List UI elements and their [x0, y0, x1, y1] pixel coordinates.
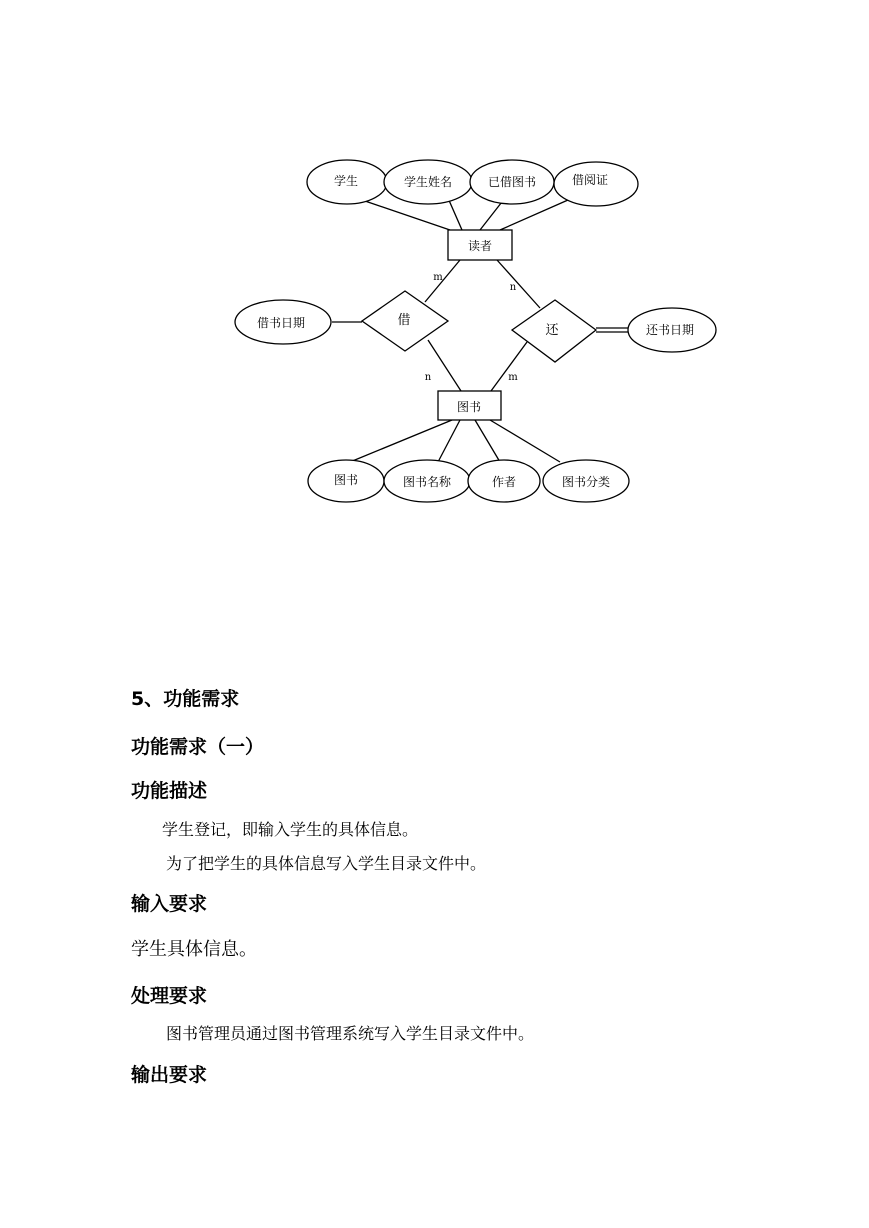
relationship-label-borrow: 借 [397, 313, 411, 328]
processing-requirements-text: 图书管理员通过图书管理系统写入学生目录文件中。 [166, 1024, 535, 1043]
connector-reader-attr-1 [362, 200, 450, 230]
attribute-label-library-card: 借阅证 [571, 173, 609, 187]
attribute-label-borrowed-books: 已借图书 [487, 175, 537, 189]
connector-book-attr-1 [350, 420, 452, 462]
entity-label-book: 图书 [456, 400, 482, 414]
subheading-requirement-1: 功能需求（一） [131, 736, 265, 758]
input-requirements-text: 学生具体信息。 [131, 939, 257, 960]
attribute-label-return-date: 还书日期 [645, 323, 695, 337]
cardinality-return-book: m [508, 372, 518, 383]
cardinality-borrow-book: n [424, 372, 432, 383]
relationship-label-return: 还 [545, 323, 559, 338]
subheading-processing-requirements: 处理要求 [131, 985, 208, 1007]
attribute-label-book: 图书 [333, 473, 359, 487]
connector-reader-attr-2 [448, 198, 462, 230]
attribute-label-book-name: 图书名称 [402, 475, 452, 489]
subheading-output-requirements: 输出要求 [131, 1064, 208, 1086]
er-diagram [0, 0, 869, 520]
attribute-label-book-category: 图书分类 [561, 475, 611, 489]
attribute-label-student: 学生 [333, 174, 359, 188]
connector-reader-return [497, 260, 540, 308]
cardinality-reader-borrow: m [433, 272, 443, 283]
subheading-function-description: 功能描述 [131, 780, 208, 802]
attribute-label-student-name: 学生姓名 [403, 175, 453, 189]
subheading-input-requirements: 输入要求 [131, 893, 208, 915]
connector-book-attr-4 [490, 420, 560, 462]
connector-book-attr-3 [475, 420, 500, 462]
attribute-label-author: 作者 [491, 475, 517, 489]
connector-return-book [491, 342, 527, 391]
cardinality-reader-return: n [509, 282, 517, 293]
connector-book-attr-2 [438, 420, 460, 462]
attribute-label-borrow-date: 借书日期 [256, 316, 306, 330]
connector-borrow-book [428, 340, 461, 391]
entity-label-reader: 读者 [467, 239, 493, 253]
description-line-1: 学生登记，即输入学生的具体信息。 [162, 820, 419, 839]
description-line-2: 为了把学生的具体信息写入学生目录文件中。 [166, 854, 487, 873]
section-heading-functional-requirements: 5、功能需求 [131, 688, 240, 710]
